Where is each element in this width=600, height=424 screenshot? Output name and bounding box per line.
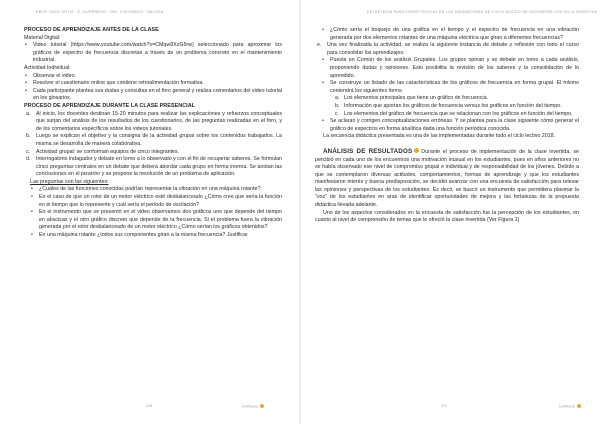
- list-item: • ¿Cuáles de las funciones conocidas podrían representar la vibración en una máquina rotante?: [31, 186, 261, 193]
- activity-list: [24, 73, 282, 103]
- bullet-icon: •: [31, 194, 33, 201]
- debate-block: [321, 57, 579, 133]
- material-list: [24, 42, 282, 65]
- bullet-icon: •: [25, 42, 27, 49]
- section-heading: PROCESO DE APRENDIZAJE DURANTE LA CLASE PRESENCIAL: [24, 102, 196, 109]
- list-item: • Cada participante plantea sus dudas y consultas en el foro general y realiza comentarios del video tutorial en los glosarios.: [25, 87, 282, 102]
- list-item: • Se construye un listado de las características de los gráficos de frecuencia en forma grupal. El mismo contendrá los siguientes ítems:: [322, 80, 579, 94]
- continued-questions: [321, 27, 579, 42]
- bullet-icon: •: [25, 80, 27, 87]
- list-item: • Se aclaran y corrigen conceptualizaciones erróneas. Y se plantea para la clase siguiente cómo generar el gráfico de espectros en forma analítica dada una función periódica conocida.: [322, 118, 579, 132]
- list-item: c. Los elementos del gráfico de frecuencia que se relacionan con los gráficos en función del tiempo.: [335, 110, 573, 117]
- bullet-icon: •: [31, 186, 33, 193]
- running-head: ESTRATEGIA PARA COMPETENCIAS EN LAS ASIGNATURAS DE CICLO BÁSICO DE INGENIERÍA CON AULA INVERTIDA: [367, 10, 598, 14]
- left-page-content: [24, 27, 282, 240]
- bullet-icon: •: [31, 232, 33, 239]
- brand-logo-icon: [577, 404, 581, 408]
- results-paragraph-2: Uno de los aspectos considerados en la encuesta de satisfacción fue la percepción de los estudiantes, en cuanto al nivel de comprensión de temas que le ofreció la clase invertida (Ver Figura 1): [315, 209, 579, 224]
- steps-list: [315, 42, 579, 57]
- closing-paragraph: La secuencia didáctica presentada es una de las implementadas durante todo el ciclo lectivo 2018.: [323, 133, 556, 140]
- activity-label: Actividad Individual:: [24, 64, 71, 71]
- running-head: PROF. RAUL ORTIZ · E. GUERRERO · ING. COLORADO · NALOSA: [36, 10, 164, 14]
- list-item: • Puesta en Común de los análisis Grupales. Los grupos opinan y se debate en torno a cada análisis, proponiendo dudas y opiniones. Esto posibilita la revisión de los saberes y la consolidación de lo aprendido.: [322, 57, 579, 79]
- footer-brand: UniTecno: [242, 404, 264, 409]
- list-item: b. Información que aportan los gráficos de frecuencia versus los gráficos en función del tiempo.: [335, 102, 562, 109]
- bullet-icon: •: [25, 72, 27, 79]
- page-number: 417: [441, 404, 448, 408]
- list-item: b. Luego se explican el objetivo y la consigna de la actividad grupal sobre los contenidos trabajados. La misma se desarrolla de manera colaborativa.: [26, 133, 282, 147]
- list-item: • En el caso de que un rotor de un motor eléctrico esté desbalanceado ¿Cómo cree que sería la función en el tiempo que lo represente y cuál sería el período de oscilación?: [31, 194, 282, 208]
- right-page: [301, 0, 600, 424]
- list-item: d. Interrogatorio indagador y debate en torno a lo observado y con el fin de recuperar saberes. Se formulan cinco preguntas centrales en un debate que deberá abordar cada grupo en forma interna. Se anotan las conclusiones en el pizarrón y se propone la resolución de un problema de aplicación.: [26, 156, 282, 178]
- footer-brand: UniTecno: [559, 404, 581, 409]
- bullet-icon: •: [25, 87, 27, 94]
- questions-list: [30, 186, 282, 239]
- page-number: 416: [146, 404, 153, 408]
- list-item: • ¿Cómo sería el boquejo de una gráfica en el tiempo y el espectro de frecuencia en una vibración generada por dos elementos rotantes de una máquina eléctrica que giran a diferentes frecuencias?: [322, 27, 579, 41]
- brand-logo-icon: [260, 404, 264, 408]
- results-paragraph: ANÁLISIS DE RESULTADOS Durante el proceso de implementación de la clase invertida, se percibió en cada uno de los encuentros una motivación inusual en los estudiantes, pues en años anteriores no se había observado ese nivel de compromiso grupal e individual y de responsabilidad de los jóvenes. Debido a que se contemplaron diversas actitudes, comportamientos, formas de aprendizaje y que los estudiantes manifestaron interés y buena predisposición, se decidió avanzar con una encuesta de satisfacción para relevar las opiniones y perspectivas de los estudiantes. Es decir, se buscó un instrumento que permitiera plasmar la "voz" de los estudiantes en aras de identificar oportunidades de mejora y las fortalezas de la propuesta didáctica llevada adelante.: [315, 147, 579, 209]
- list-item: a. Al inicio, los docentes destinan 15-20 minutos para realizar las explicaciones y refuerzos conceptuales que surjan del análisis de los resultados de los cuestionarios, de las preguntas realizadas en el foro, y de los comentarios específicos sobre los videos tutoriales.: [26, 110, 282, 132]
- list-item: a. Los elementos principales que tiene un gráfico de frecuencia.: [335, 95, 488, 102]
- section-heading: PROCESO DE APRENDIZAJE ANTES DE LA CLASE: [24, 27, 159, 33]
- results-heading: ANÁLISIS DE RESULTADOS: [323, 147, 413, 155]
- steps-list: [24, 111, 282, 179]
- list-item: • En el instrumento que se presentó en el video observamos dos gráficos uno que depende del tiempo en abscisas y el otro gráfico discreto que depende de la frecuencia. Si el problema fuera la vibración generada por el rotor desbalanceado de un motor eléctrico ¿Cómo serían los gráficos obtenidos?: [31, 209, 282, 231]
- right-page-content: [315, 27, 579, 225]
- list-item: • Observar el video.: [25, 72, 76, 79]
- list-item: • Resolver el cuestionario online que contiene retroalimentación formativa.: [25, 80, 204, 87]
- list-item: e. Una vez finalizada la actividad, se realiza la siguiente instancia de debate y reflexión con todo el curso para consolidar los aprendizajes.: [317, 42, 579, 56]
- list-item: c. Actividad grupal: se conforman equipos de cinco integrantes.: [26, 148, 180, 155]
- bullet-icon: •: [322, 118, 324, 125]
- material-label: Material Digital:: [24, 34, 61, 41]
- bullet-icon: •: [322, 57, 324, 64]
- list-item: • En una máquina rotante ¿todos sus componentes giran a la misma frecuencia? Justificar: [31, 232, 248, 239]
- bullet-icon: •: [31, 209, 33, 216]
- section-marker-icon: [414, 148, 419, 153]
- questions-block: [30, 179, 282, 240]
- characteristics-list: [333, 95, 579, 118]
- list-item: • Video tutorial (https://www.youtube.com/watch?v=CMqw8XzG5rw) seleccionado para aproximar los gráficos de espectro de frecuencia discretas a través de un problema concreto en el mantenimiento industrial.: [25, 42, 282, 64]
- bullet-icon: •: [322, 80, 324, 87]
- bullet-icon: •: [322, 27, 324, 33]
- questions-label: Las preguntas son las siguientes:: [30, 178, 109, 185]
